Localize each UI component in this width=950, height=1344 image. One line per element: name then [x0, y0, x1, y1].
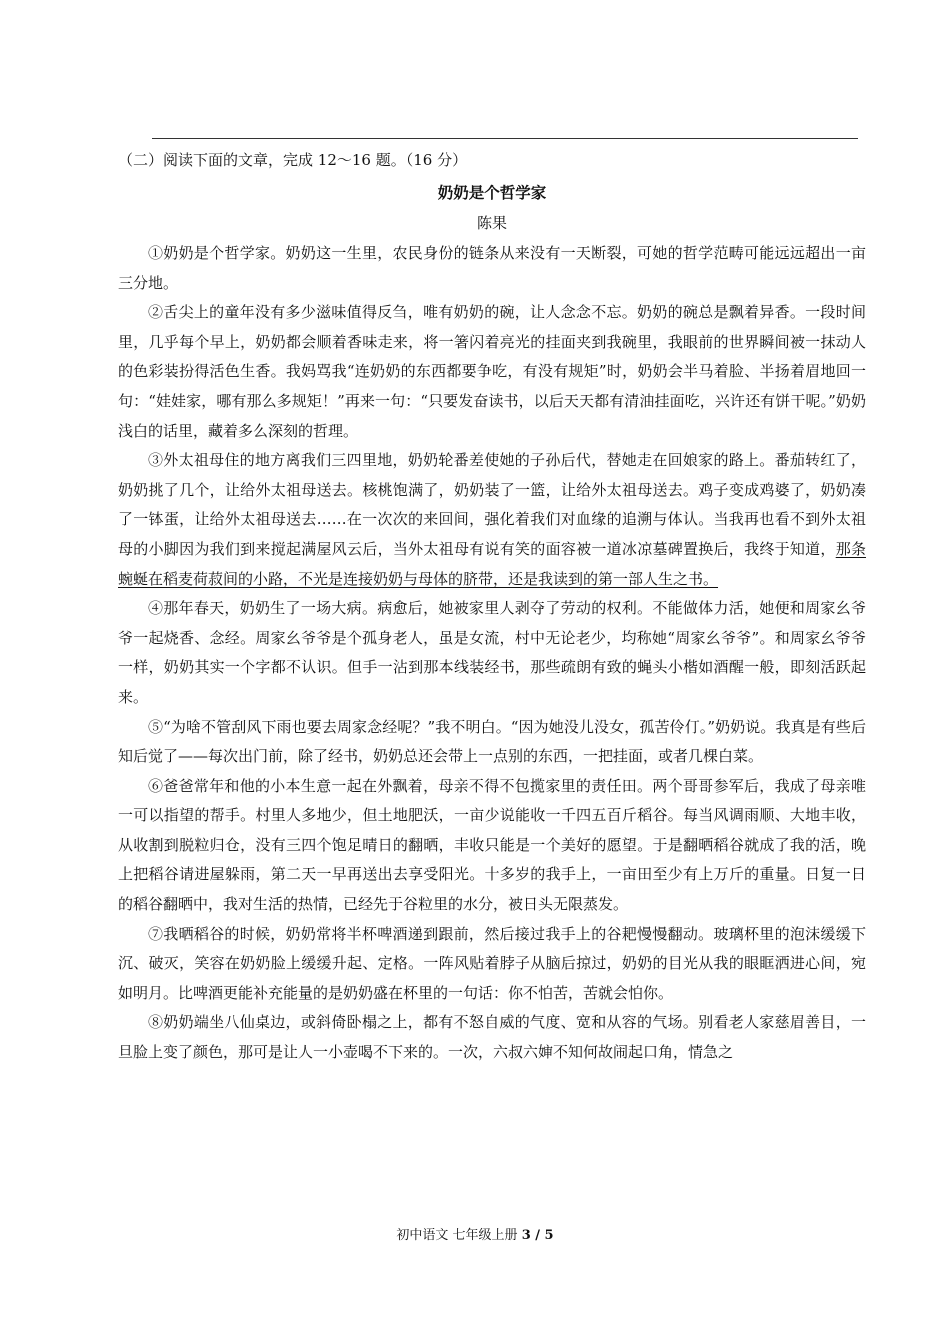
- paragraph-3-underlined-sentence: 那条蜿蜒在稻麦荷菽间的小路，不光是连接奶奶与母体的脐带，还是我读到的第一部人生之书。: [118, 539, 866, 588]
- paragraph-3-text: ③外太祖母住的地方离我们三四里地，奶奶轮番差使她的子孙后代，替她走在回娘家的路上。番茄转红了，奶奶挑了几个，让给外太祖母送去。核桃饱满了，奶奶装了一篮，让给外太祖母送去。鸡子变成鸡婆了，奶奶凑了一钵蛋，让给外太祖母送去……在一次次的来回间，强化着我们对血缘的追溯与体认。当我再也看不到外太祖母的小脚因为我们到来搅起满屋风云后，当外太祖母有说有笑的面容被一道冰凉墓碑置换后，我终于知道，: [118, 451, 866, 558]
- article-title: 奶奶是个哲学家: [437, 183, 547, 202]
- paragraph-2: ②舌尖上的童年没有多少滋味值得反刍，唯有奶奶的碗，让人念念不忘。奶奶的碗总是飘着异香。一段时间里，几乎每个早上，奶奶都会顺着香味走来，将一箸闪着亮光的挂面夹到我碗里，我眼前的世界瞬间被一抹动人的色彩装扮得活色生香。我妈骂我“连奶奶的东西都要争吃，有没有规矩”时，奶奶会半马着脸、半扬着眉地回一句：“娃娃家，哪有那么多规矩！”再来一句：“只要发奋读书，以后天天都有清油挂面吃，兴许还有饼干呢。”奶奶浅白的话里，藏着多么深刻的哲理。: [118, 303, 866, 440]
- page-number: 3 / 5: [521, 1228, 554, 1243]
- footer-label: 初中语文 七年级上册: [396, 1228, 522, 1243]
- paragraph-4: ④那年春天，奶奶生了一场大病。病愈后，她被家里人剥夺了劳动的权利。不能做体力活，她便和周家幺爷爷一起烧香、念经。周家幺爷爷是个孤身老人，虽是女流，村中无论老少，均称她“周家幺爷爷”。和周家幺爷爷一样，奶奶其实一个字都不认识。但手一沾到那本线装经书，那些疏朗有致的蝇头小楷如酒醒一般，即刻活跃起来。: [118, 599, 866, 706]
- paragraph-6: ⑥爸爸常年和他的小本生意一起在外飘着，母亲不得不包揽家里的责任田。两个哥哥参军后，我成了母亲唯一可以指望的帮手。村里人多地少，但土地肥沃，一亩少说能收一千四五百斤稻谷。每当风调雨顺、大地丰收，从收割到脱粒归仓，没有三四个饱足晴日的翻晒，丰收只能是一个美好的愿望。于是翻晒稻谷就成了我的活，晚上把稻谷请进屋躲雨，第二天一早再送出去享受阳光。十多岁的我手上，一亩田至少有上万斤的重量。日复一日的稻谷翻晒中，我对生活的热情，已经先于谷粒里的水分，被日头无限蒸发。: [118, 776, 866, 914]
- article-author: 陈果: [476, 214, 507, 232]
- article-body: [118, 239, 866, 1068]
- paragraph-7: ⑦我晒稻谷的时候，奶奶常将半杯啤酒递到跟前，然后接过我手上的谷耙慢慢翻动。玻璃杯里的泡沫缓缓下沉、破灭，笑容在奶奶脸上缓缓升起、定格。一阵风贴着脖子从脑后掠过，奶奶的目光从我的眼眶洒进心间，宛如明月。比啤酒更能补充能量的是奶奶盛在杯里的一句话：你不怕苦，苦就会怕你。: [118, 924, 866, 1002]
- page-footer: [0, 1228, 950, 1244]
- section-heading: （二）阅读下面的文章，完成 12～16 题。（16 分）: [118, 151, 468, 169]
- paragraph-3: [118, 446, 866, 594]
- paragraph-5: ⑤“为啥不管刮风下雨也要去周家念经呢？”我不明白。“因为她没儿没女，孤苦伶仃。”奶奶说。我真是有些后知后觉了——每次出门前，除了经书，奶奶总还会带上一点别的东西，一把挂面，或者几棵白菜。: [118, 717, 866, 766]
- top-rule: [152, 138, 858, 139]
- paragraph-1: ①奶奶是个哲学家。奶奶这一生里，农民身份的链条从来没有一天断裂，可她的哲学范畴可能远远超出一亩三分地。: [118, 244, 866, 292]
- paragraph-8: ⑧奶奶端坐八仙桌边，或斜倚卧榻之上，都有不怒自威的气度、宽和从容的气场。别看老人家慈眉善目，一旦脸上变了颜色，那可是让人一小壶喝不下来的。一次，六叔六婶不知何故闹起口角，情急之: [118, 1013, 866, 1062]
- page-content: [118, 150, 866, 1068]
